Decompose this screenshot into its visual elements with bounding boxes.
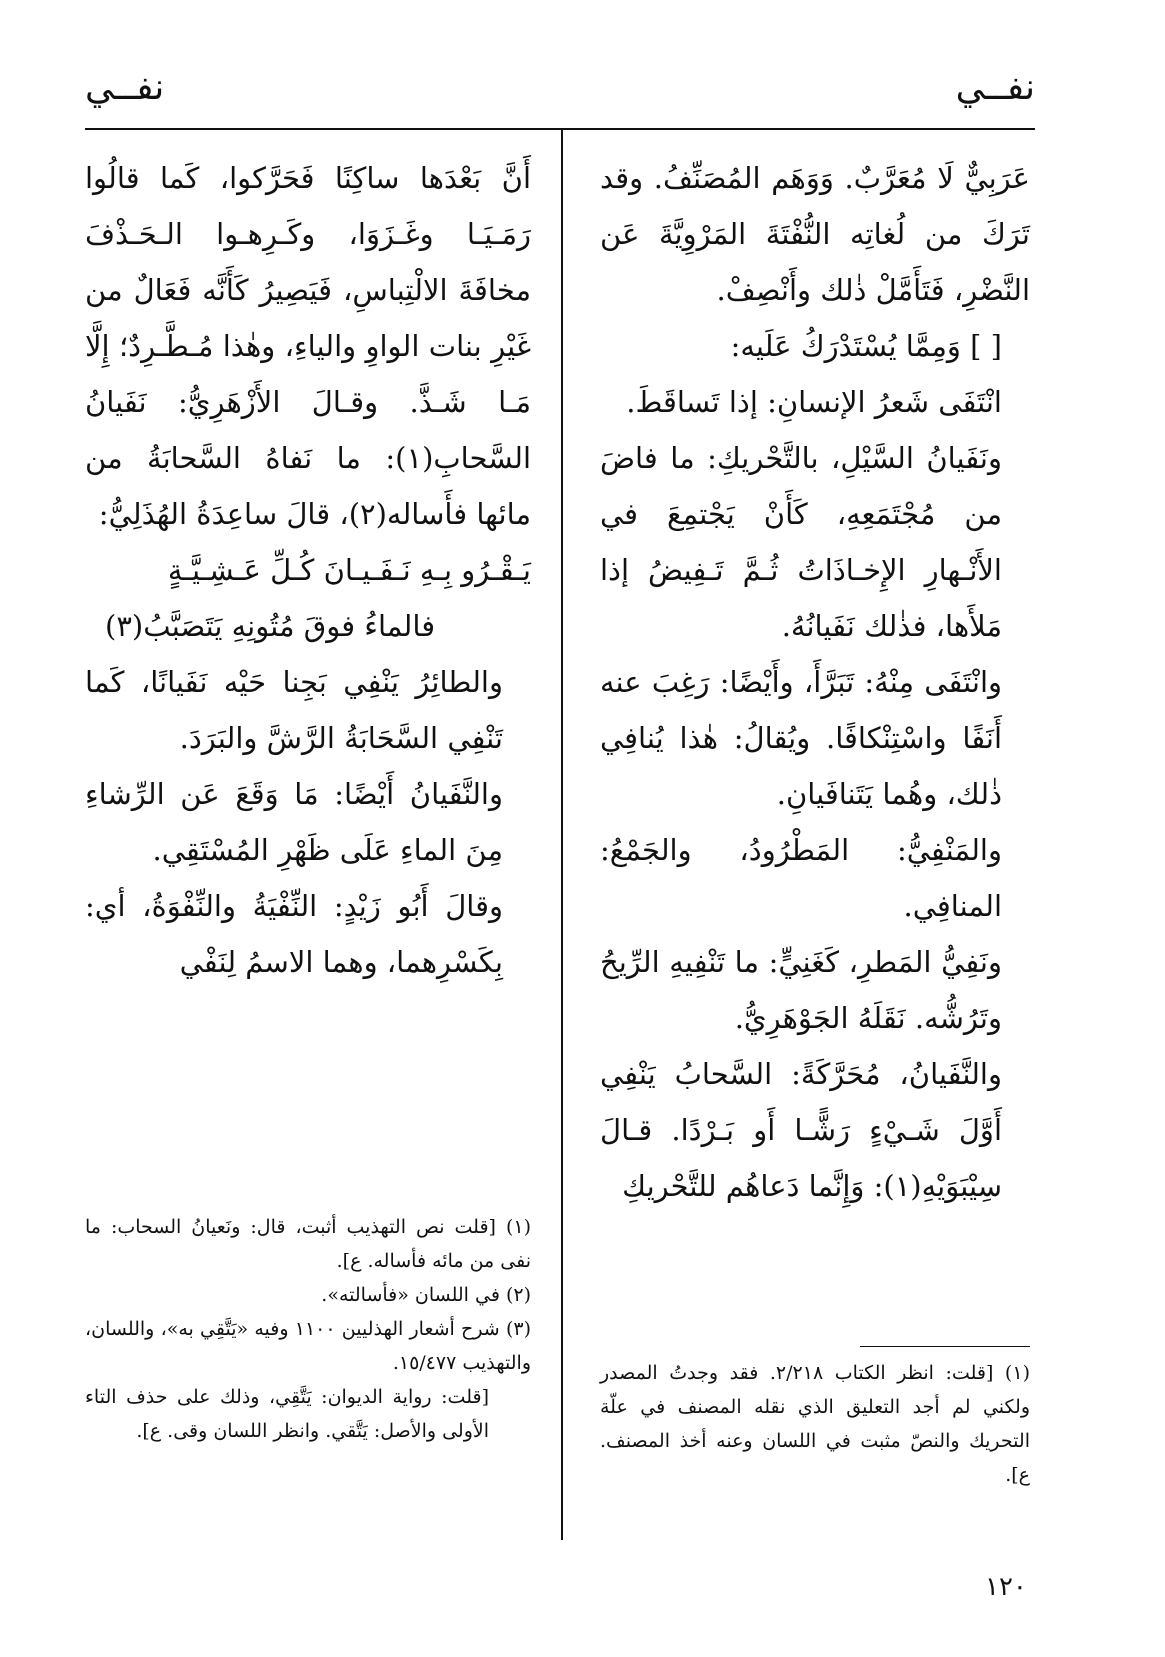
paragraph: انْتَفَى شَعرُ الإنسانِ: إذا تَساقَطَ. [626,385,1002,419]
footnote-rule [860,1346,1030,1347]
paragraph: والطائِرُ يَنْفِي بَجِنا حَيْه نَفَيانًا، كَما تَنْفِي السَّحَابَةُ الرَّشَّ والبَرَدَ. [85,665,503,755]
footnote: (١) [قلت: انظر الكتاب ٢/٢١٨. فقد وجدتُ المصدر ولكني لم أجد التعليق الذي نقله المصنف في علّة التحريك والنصّ مثبت في اللسان وعنه أخذ المصنف. ع]. [600,1362,1030,1486]
paragraph: وانْتَفَى مِنْهُ: تَبَرَّأَ، وأَيْضًا: رَغِبَ عنه أَنَفًا واسْتِنْكافًا. ويُقالُ: هٰذا يُنافِي ذٰلك، وهُما يَتَنافَيانِ. [600,665,1002,811]
poem-hemistich-2: فالماءُ فوقَ مُتُونِهِ يَتَصَبَّبُ(٣) [105,609,436,643]
page-number: ١٢٠ [985,1572,1027,1602]
paragraph: أَنَّ بَعْدَها ساكِنًا فَحَرَّكوا، كَما قالُوا رَمَـيَـا وغَـزَوَا، وكَـرِهـوا الـحَـذْفَ مخافَةَ الالْتِباسِ، فَيَصِيرُ كَأَنَّه فَعَالٌ من غَيْرِ بنات الواوِ والياءِ، وهٰذا مُـطَّـرِدٌ؛ إِلَّا مَـا شَـذَّ. وقـالَ الأَزْهَرِيُّ: نَفَيانُ السَّحابِ(١): ما نَفاهُ السَّحابَةُ من مائها فأَساله(٢)، قالَ ساعِدَةُ الهُذَلِيُّ: [85,161,531,531]
running-head-right: نفــي [955,67,1035,108]
right-footnotes [600,1356,1030,1492]
footnote: (١) [قلت نص التهذيب أثبت، قال: ونَعيانُ السحاب: ما نفى من مائه فأساله. ع]. [85,1216,531,1272]
poem-verse [85,542,531,654]
left-column [85,150,531,990]
paragraph: ونَفِيُّ المَطرِ، كَغَنِيٍّ: ما تَنْفِيهِ الرِّيحُ وتَرُشُّه. نَقَلَهُ الجَوْهَرِيُّ. [600,945,1002,1035]
paragraph: عَرَبِيٌّ لَا مُعَرَّبٌ. وَوَهَم المُصَنِّفُ. وقد تَرَكَ من لُغاتِه النُّفْتَةَ المَرْوِيَّةَ عَن النَّضْرِ، فَتَأَمَّلْ ذٰلك وأَنْصِفْ. [600,161,1030,307]
paragraph: والمَنْفِيُّ: المَطْرُودُ، والجَمْعُ: المنافِي. [600,833,1002,923]
poem-hemistich-1: يَـقْـرُو بِـهِ نَـفَـيـانَ كُـلِّ عَـشِـيَّـةٍ [167,553,531,587]
running-head-left: نفــي [85,67,165,108]
left-footnotes [85,1210,531,1448]
paragraph: ونَفَيانُ السَّيْلِ، بالتَّحْريكِ: ما فاضَ من مُجْتَمَعِهِ، كَأَنْ يَجْتمِعَ في الأَنْـهارِ الإِخـاذَاتُ ثُـمَّ تَـفِيضُ إذا مَلأَها، فذٰلك نَفَيانُهُ. [600,441,1002,643]
footnote: (٢) في اللسان «فأسالته». [321,1284,531,1306]
footnote-continuation: [قلت: رواية الديوان: يَتَّقِي، وذلك على حذف التاء الأولى والأصل: يَتَّقي. وانظر اللسان وقى. ع]. [85,1386,489,1442]
paragraph: والنَّفَيانُ أَيْضًا: مَا وَقَعَ عَن الرِّشاءِ مِنَ الماءِ عَلَى ظَهْرِ المُسْتَقِي. [85,777,503,867]
paragraph: [ ] وَمِمَّا يُسْتَدْرَكُ عَلَيه: [730,329,1002,363]
footnote: (٣) شرح أشعار الهذليين ١١٠٠ وفيه «يَتَّقِي به»، واللسان، والتهذيب ١٥/٤٧٧. [85,1318,531,1374]
column-divider [561,130,563,1540]
paragraph: وقالَ أَبُو زَيْدٍ: النِّفْيَةُ والنِّفْوَةُ، أي: بِكَسْرِهما، وهما الاسمُ لِنَفْي [85,889,503,979]
header-rule [85,128,1035,130]
right-column [600,150,1030,1214]
paragraph: والنَّفَيانُ، مُحَرَّكَةً: السَّحابُ يَنْفِي أَوَّلَ شَـيْءٍ رَشًّـا أَو بَـرْدًا. قـالَ سِيْبَوَيْهِ(١): وَإِنَّما دَعاهُم للتَّحْريكِ [600,1057,1002,1203]
